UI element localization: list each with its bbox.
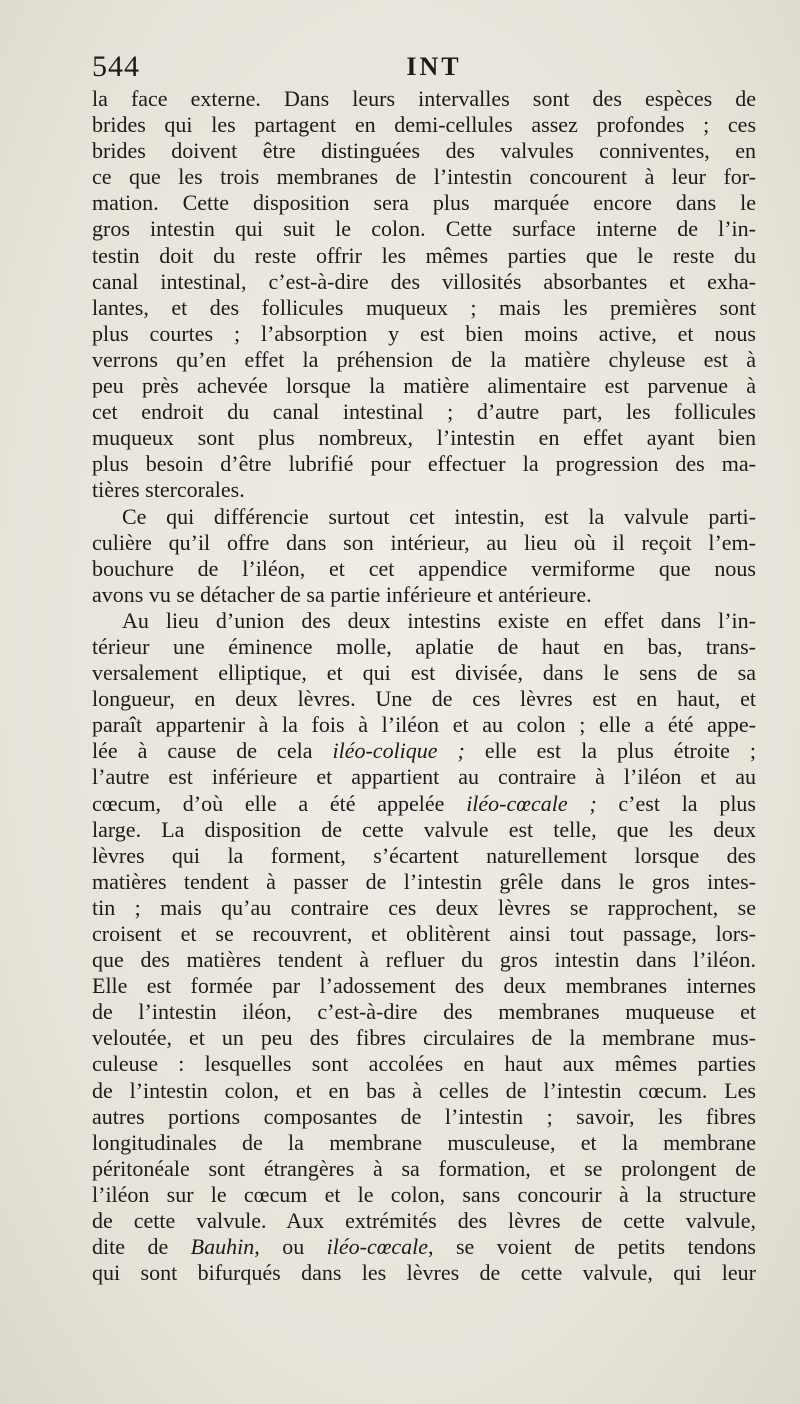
text-segment: , se voient de petits tendons	[428, 1234, 756, 1260]
text-line: versalement elliptique, et qui est divisée, dans le sens de sa	[92, 660, 756, 686]
text-line: ce que les trois membranes de l’intestin concourent à leur for-	[92, 164, 756, 190]
text-line: gros intestin qui suit le colon. Cette surface interne de l’in-	[92, 216, 756, 242]
text-line: plus besoin d’être lubrifié pour effectuer la progression des ma-	[92, 451, 756, 477]
text-line: la face externe. Dans leurs intervalles sont des espèces de	[92, 86, 756, 111]
text-segment: , ou	[254, 1234, 327, 1260]
text-line-mixed	[92, 791, 756, 817]
italic-term: iléo-colique ;	[332, 738, 465, 764]
text-line: l’iléon sur le cœcum et le colon, sans concourir à la structure	[92, 1181, 756, 1207]
text-line: avons vu se détacher de sa partie inférieure et antérieure.	[92, 581, 592, 607]
text-segment: cœcum, d’où elle a été appelée	[92, 790, 467, 816]
text-segment: lée à cause de cela	[92, 738, 333, 764]
text-line: longitudinales de la membrane musculeuse, et la membrane	[92, 1129, 756, 1155]
text-line: cet endroit du canal intestinal ; d’autre part, les follicules	[92, 399, 756, 425]
text-line: que des matières tendent à refluer du gros intestin dans l’iléon.	[92, 947, 756, 973]
text-line: tières stercorales.	[92, 477, 245, 503]
text-line: Au lieu d’union des deux intestins existe en effet dans l’in-	[122, 607, 756, 633]
text-line: longueur, en deux lèvres. Une de ces lèvres est en haut, et	[92, 686, 756, 712]
text-line: bouchure de l’iléon, et cet appendice vermiforme que nous	[92, 555, 756, 581]
text-segment: c’est la plus	[596, 790, 756, 816]
paragraph	[92, 608, 756, 1286]
text-line: croisent et se recouvrent, et oblitèrent ainsi tout passage, lors-	[92, 921, 756, 946]
text-line: mation. Cette disposition sera plus marquée encore dans le	[92, 190, 756, 216]
text-line: brides qui les partagent en demi-cellules assez profondes ; ces	[92, 112, 756, 138]
running-title: INT	[406, 52, 462, 81]
text-line: l’autre est inférieure et appartient au contraire à l’iléon et au	[92, 764, 756, 790]
text-line: de cette valvule. Aux extrémités des lèvres de cette valvule,	[92, 1208, 756, 1234]
running-head	[92, 50, 756, 84]
text-line: matières tendent à passer de l’intestin grêle dans le gros intes-	[92, 868, 756, 894]
text-line: tin ; mais qu’au contraire ces deux lèvres se rapprochent, se	[92, 894, 756, 920]
text-line: péritonéale sont étrangères à sa formation, et se prolongent de	[92, 1155, 756, 1181]
text-line: lantes, et des follicules muqueux ; mais les premières sont	[92, 294, 756, 320]
text-line: veloutée, et un peu des fibres circulaires de la membrane mus-	[92, 1025, 756, 1051]
page-number: 544	[92, 50, 140, 83]
text-line: culeuse : lesquelles sont accolées en haut aux mêmes parties	[92, 1051, 756, 1077]
text-line: large. La disposition de cette valvule est telle, que les deux	[92, 816, 756, 842]
text-line: térieur une éminence molle, aplatie de haut en bas, trans-	[92, 633, 756, 659]
text-line: autres portions composantes de l’intestin ; savoir, les fibres	[92, 1103, 756, 1129]
paragraph	[92, 86, 756, 504]
text-line: plus courtes ; l’absorption y est bien moins active, et nous	[92, 320, 756, 346]
text-line-mixed	[92, 1234, 756, 1260]
text-line: brides doivent être distinguées des valvules conniventes, en	[92, 138, 756, 164]
text-line: peu près achevée lorsque la matière alimentaire est parvenue à	[92, 373, 756, 399]
text-line: testin doit du reste offrir les mêmes parties que le reste du	[92, 242, 756, 268]
text-line: canal intestinal, c’est-à-dire des villosités absorbantes et exha-	[92, 268, 756, 294]
text-line: paraît appartenir à la fois à l’iléon et au colon ; elle a été appe-	[92, 712, 756, 738]
text-line: Elle est formée par l’adossement des deux membranes internes	[92, 973, 756, 999]
text-segment: dite de	[92, 1234, 191, 1260]
body-text	[92, 86, 756, 1286]
text-segment: elle est la plus étroite ;	[464, 738, 756, 764]
text-line: de l’intestin colon, et en bas à celles de l’intestin cœcum. Les	[92, 1077, 756, 1103]
text-line-mixed	[92, 738, 756, 764]
text-line: verrons qu’en effet la préhension de la matière chyleuse est à	[92, 346, 756, 372]
text-line: culière qu’il offre dans son intérieur, au lieu où il reçoit l’em-	[92, 529, 756, 555]
italic-term: Bauhin	[190, 1234, 255, 1260]
italic-term: iléo-cœcale	[326, 1234, 429, 1260]
paragraph	[92, 504, 756, 608]
text-line: lèvres qui la forment, s’écartent naturellement lorsque des	[92, 842, 756, 868]
text-line: Ce qui différencie surtout cet intestin, est la valvule parti-	[122, 503, 756, 529]
italic-term: iléo-cœcale ;	[466, 790, 597, 816]
text-line: de l’intestin iléon, c’est-à-dire des membranes muqueuse et	[92, 999, 756, 1025]
text-line: muqueux sont plus nombreux, l’intestin en effet ayant bien	[92, 425, 756, 451]
text-line: qui sont bifurqués dans les lèvres de cette valvule, qui leur	[92, 1260, 756, 1286]
